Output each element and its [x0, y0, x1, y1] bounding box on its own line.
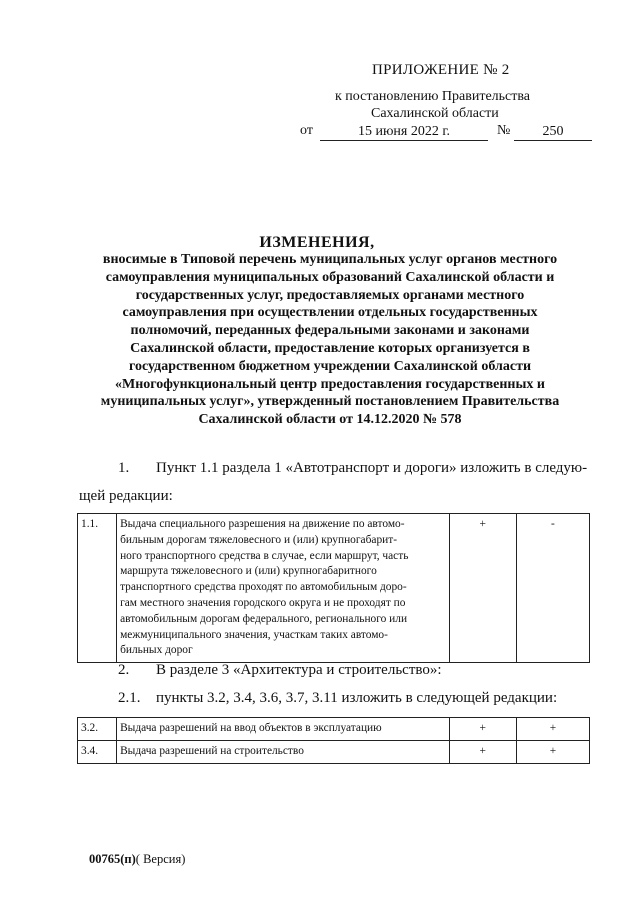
mark-column-a: +	[449, 740, 516, 763]
paragraph-2	[118, 662, 442, 679]
paragraph-1-number: 1.	[118, 460, 130, 476]
paragraph-2-1	[118, 690, 557, 707]
subheading-line: самоуправления при осуществлении отдельных государственных	[122, 305, 538, 321]
table-row	[78, 514, 590, 663]
row-number: 1.1.	[78, 514, 117, 663]
service-name-line: бильных дорог	[120, 644, 193, 657]
service-name-line: автомобильным дорогам федерального, регионального или	[120, 612, 408, 625]
reference-date-row	[300, 123, 592, 141]
subheading-line: «Многофункциональный центр предоставления государственных и	[115, 376, 545, 392]
mark-column-b: -	[516, 514, 589, 663]
services-table-2	[77, 717, 590, 764]
mark-column-a: +	[449, 718, 516, 741]
mark-column-b: +	[516, 740, 589, 763]
service-name-line: гам местного значения городского округа и не проходят по	[120, 596, 406, 609]
paragraph-2-text: В разделе 3 «Архитектура и строительство»:	[156, 662, 442, 678]
appendix-label: ПРИЛОЖЕНИЕ № 2	[372, 62, 510, 78]
subheading-line: самоуправления муниципальных образований Сахалинской области и	[105, 269, 555, 285]
service-name-line: ного транспортного средства в случае, если маршрут, часть	[120, 549, 409, 562]
subheading-line: полномочий, переданных федеральными законами и законами	[130, 323, 530, 339]
service-name-line: маршрута тяжеловесного и (или) крупногабаритного	[120, 565, 377, 578]
from-label: от	[300, 123, 313, 138]
document-heading: ИЗМЕНЕНИЯ,	[259, 234, 375, 251]
number-label: №	[497, 123, 511, 138]
table-row	[78, 740, 590, 763]
subheading-line: муниципальных услуг», утвержденный постановлением Правительства	[100, 394, 560, 410]
subheading-line: Сахалинской области, предоставление которых организуется в	[130, 340, 530, 356]
paragraph-2-number: 2.	[118, 662, 130, 678]
document-footer	[89, 852, 185, 867]
service-name-line: бильным дорогам тяжеловесного и (или) крупногабарит-	[120, 533, 398, 546]
service-name: Выдача разрешений на строительство	[117, 740, 450, 763]
resolution-number: 250	[514, 123, 592, 141]
document-code: 00765(п)	[89, 852, 136, 866]
paragraph-1-text: Пункт 1.1 раздела 1 «Автотранспорт и дороги» изложить в следую-	[156, 460, 588, 476]
paragraph-2-1-text: пункты 3.2, 3.4, 3.6, 3.7, 3.11 изложить в следующей редакции:	[156, 690, 558, 706]
services-table-1	[77, 513, 590, 663]
resolution-date: 15 июня 2022 г.	[320, 123, 488, 141]
table-row	[78, 718, 590, 741]
service-name-line: межмуниципального значения, участкам таких автомо-	[120, 628, 388, 641]
paragraph-1-continuation: щей редакции:	[79, 488, 173, 504]
row-number: 3.2.	[78, 718, 117, 741]
paragraph-1	[118, 460, 587, 477]
paragraph-2-1-number: 2.1.	[118, 690, 141, 706]
service-name: Выдача разрешений на ввод объектов в эксплуатацию	[117, 718, 450, 741]
service-name-line: транспортного средства проходят по автомобильным доро-	[120, 581, 407, 594]
document-version: ( Версия)	[135, 852, 186, 866]
reference-line-2: Сахалинской области	[371, 106, 499, 121]
subheading-line: вносимые в Типовой перечень муниципальных услуг органов местного	[102, 252, 558, 267]
mark-column-a: +	[449, 514, 516, 663]
document-subheading	[80, 251, 580, 429]
service-name-line: Выдача специального разрешения на движение по автомо-	[120, 518, 405, 530]
reference-line-1: к постановлению Правительства	[335, 89, 531, 104]
mark-column-b: +	[516, 718, 589, 741]
service-name	[117, 514, 450, 663]
subheading-line: государственном бюджетном учреждении Сахалинской области	[128, 358, 532, 374]
subheading-line: Сахалинской области от 14.12.2020 № 578	[198, 412, 462, 428]
row-number: 3.4.	[78, 740, 117, 763]
subheading-line: государственных услуг, предоставляемых органами местного	[135, 287, 525, 303]
